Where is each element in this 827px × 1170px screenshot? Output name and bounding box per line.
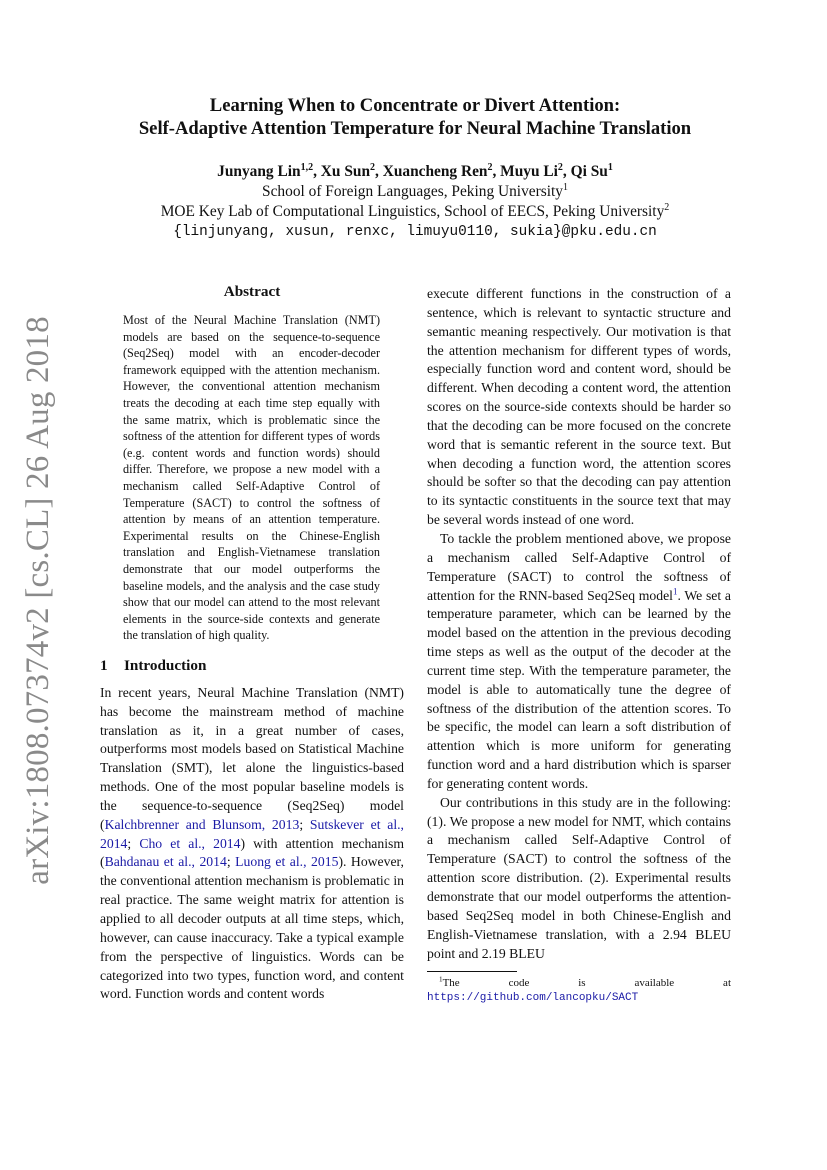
intro-text: ). However, the conventional attention mechanism is problematic in real practice. The same weight matrix for attention is applied to all decoder outputs at all time steps, which, however, can cause inaccuracy. Take a typical example from the perspective of linguistics. Words can be categorized into two types, function word, and content word. Function words and content words bbox=[100, 854, 404, 1002]
intro-text: ) with attention mechanism ( bbox=[100, 835, 405, 870]
section-heading-introduction bbox=[100, 656, 404, 676]
author-emails: {linjunyang, xusun, renxc, limuyu0110, sukia}@pku.edu.cn bbox=[173, 224, 657, 240]
citation-link[interactable]: Cho et al., 2014 bbox=[139, 835, 241, 851]
intro-paragraph-3: Our contributions in this study are in the following: (1). We propose a new model for NMT, which contains a mechanism called Self-Adaptive Control of Temperature (SACT) to control the softness of the attention score distribution. (2). Experimental results demonstrate that our model outperforms the attention-based Seq2Seq model in both Chinese-English and English-Vietnamese translation, with a 2.94 BLEU point and 2.19 BLEU bbox=[427, 794, 731, 961]
title-line-1: Learning When to Concentrate or Divert Attention: bbox=[209, 95, 621, 116]
paper-title bbox=[90, 94, 740, 140]
citation-link[interactable]: Bahdanau et al., 2014 bbox=[104, 854, 227, 870]
citation-separator: ; bbox=[299, 816, 310, 832]
author-affiliation-sup: 1,2 bbox=[300, 161, 314, 173]
intro-text: . We set a temperature parameter, which can be learned by the model based on the attention in the previous decoding time steps as well as the output of the decoder at the current time step. With the temperature parameter, the model is able to automatically tune the degree of softness of the distribution of the attention scores. To be specific, the model can learn a soft distribution of attention which is more uniform for generating function word and a hard distribution which is sparser for generating content words. bbox=[427, 587, 731, 791]
author-name: Junyang Lin bbox=[217, 163, 301, 180]
intro-paragraph-1 bbox=[100, 684, 404, 1004]
citation-link[interactable]: Kalchbrenner and Blunsom, 2013 bbox=[104, 816, 300, 832]
arxiv-stamp-text: arXiv:1808.07374v2 [cs.CL] 26 Aug 2018 bbox=[19, 315, 56, 885]
affiliation-2-sup: 2 bbox=[664, 201, 670, 213]
citation-link[interactable]: Luong et al., 2015 bbox=[235, 854, 339, 870]
author-name: Xu Sun bbox=[320, 163, 370, 180]
intro-text: In recent years, Neural Machine Translation (NMT) has become the mainstream method of machine translation as it, in a great number of cases, outperforms most models based on Statistical Machine Translation (SMT), let alone the linguistics-based methods. One of the most popular baseline models is the sequence-to-sequence (Seq2Seq) model ( bbox=[100, 684, 404, 832]
author-name: Xuancheng Ren bbox=[382, 163, 488, 180]
intro-paragraph-2 bbox=[427, 530, 731, 794]
footnote-number: 1 bbox=[439, 975, 443, 984]
footnote-text: The code is available at bbox=[442, 977, 731, 990]
paper-header bbox=[90, 94, 740, 242]
right-column bbox=[427, 285, 731, 1005]
footnote-marker-link[interactable]: 1 bbox=[672, 585, 678, 596]
title-line-2: Self-Adaptive Attention Temperature for Neural Machine Translation bbox=[138, 118, 692, 139]
author-affiliation-sup: 2 bbox=[557, 161, 563, 173]
author-list: Junyang Lin$^{1,2}$, Xu Sun$^2$, Xuancheng Ren$^2$, Muyu Li$^2$, Qi Su$^1$ bbox=[217, 161, 613, 180]
author-name: Muyu Li bbox=[500, 163, 558, 180]
arxiv-identifier-stamp bbox=[14, 315, 62, 885]
intro-paragraph-1-continued: execute different functions in the construction of a sentence, which is relevant to syntactic structure and semantic meaning respectively. Our motivation is that the attention mechanism for different types of words, especially function word and content word, should be different. When decoding a content word, the attention scores on the source-side contexts should be harder so that the decoding can be more focused on the concrete word that is semantic referent in the source text. But when decoding a function word, the attention scores should be softer so that the decoding can pay attention to its syntactic constituents in the source text that may be several words instead of one word. bbox=[427, 286, 731, 528]
affiliation-1-text: School of Foreign Languages, Peking University bbox=[262, 183, 563, 200]
author-name: Qi Su bbox=[570, 163, 608, 180]
code-url-link[interactable]: https://github.com/lancopku/SACT bbox=[427, 992, 639, 1005]
abstract-heading: Abstract bbox=[223, 283, 281, 300]
affiliation-1-sup: 1 bbox=[562, 181, 568, 193]
affiliation-2 bbox=[90, 202, 740, 222]
citation-separator: ; bbox=[226, 854, 236, 870]
intro-text: To tackle the problem mentioned above, we propose a mechanism called Self-Adaptive Control of Temperature (SACT) to control the softness of attention for the RNN-based Seq2Seq model bbox=[427, 530, 731, 603]
footnote bbox=[427, 976, 731, 1005]
abstract-body: Most of the Neural Machine Translation (NMT) models are based on the sequence-to-sequence (Seq2Seq) model with an encoder-decoder framework equipped with the attention mechanism. However, the conventional attention mechanism treats the decoding at each time step equally with the same matrix, which is problematic since the softness of the attention for different types of words (e.g. content words and function words) should differ. Therefore, we propose a new model with a mechanism called Self-Adaptive Control of Temperature (SACT) to control the softness of attention by means of an attention temperature. Experimental results on the Chinese-English translation and English-Vietnamese translation demonstrate that our model outperforms the baseline models, and the analysis and the case study show that our model can attend to the most relevant elements in the source-side contexts and generate the translation of high quality. bbox=[123, 313, 380, 643]
footnote-divider bbox=[427, 971, 517, 972]
affiliation-1 bbox=[90, 182, 740, 202]
affiliation-2-text: MOE Key Lab of Computational Linguistics, School of EECS, Peking University bbox=[160, 203, 665, 220]
author-affiliation-sup: 2 bbox=[487, 161, 493, 173]
citation-link[interactable]: Sutskever et al., 2014 bbox=[100, 816, 404, 851]
author-affiliation-sup: 2 bbox=[370, 161, 375, 173]
left-column bbox=[100, 282, 404, 1004]
section-number: 1 bbox=[100, 656, 108, 674]
author-affiliation-sup: 1 bbox=[607, 161, 613, 173]
citation-separator: ; bbox=[127, 835, 140, 851]
section-title: Introduction bbox=[124, 656, 207, 674]
